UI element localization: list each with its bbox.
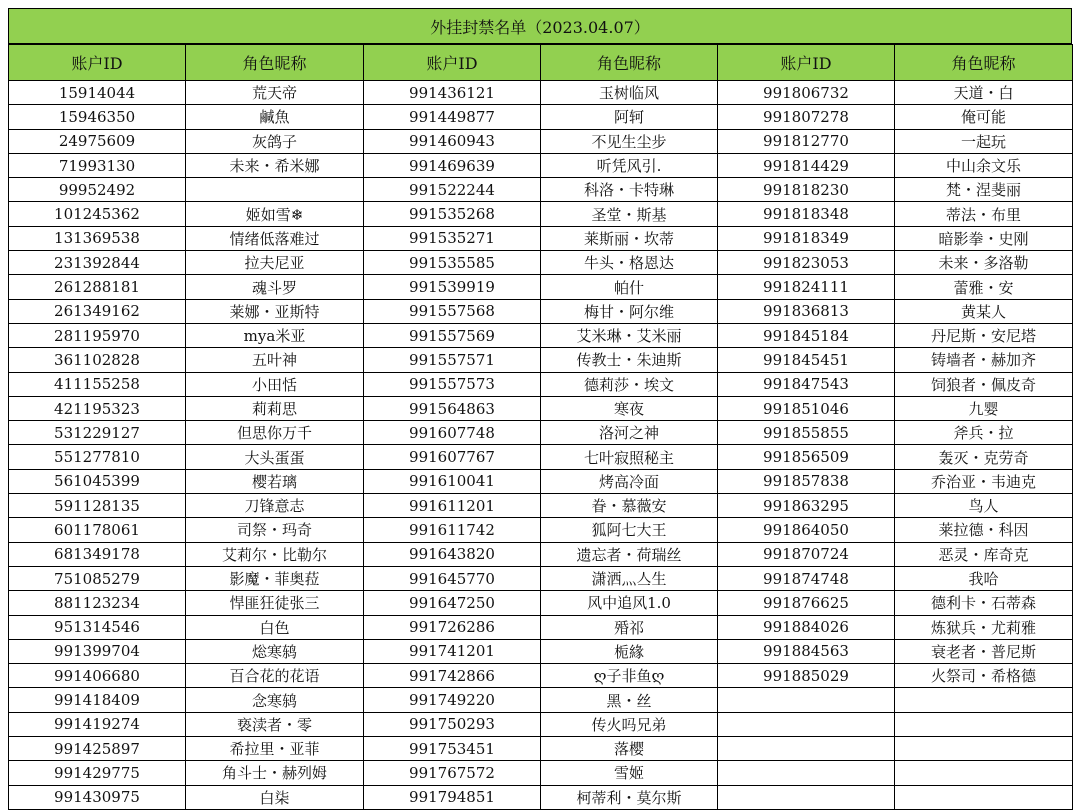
account-id-cell: 991419274	[9, 712, 186, 736]
nickname-cell: 乔治亚・韦迪克	[895, 469, 1073, 493]
account-id-cell: 991864050	[718, 518, 895, 542]
nickname-cell: 俺可能	[895, 105, 1073, 129]
account-id-cell: 951314546	[9, 615, 186, 639]
account-id-cell: 591128135	[9, 494, 186, 518]
account-id-cell: 991647250	[364, 591, 541, 615]
nickname-cell: 科洛・卡特琳	[541, 178, 718, 202]
account-id-cell: 991522244	[364, 178, 541, 202]
account-id-cell: 411155258	[9, 372, 186, 396]
account-id-cell: 991418409	[9, 688, 186, 712]
account-id-cell	[718, 688, 895, 712]
account-id-cell: 991741201	[364, 639, 541, 663]
account-id-cell: 991607767	[364, 445, 541, 469]
table-row	[9, 299, 1073, 323]
table-row	[9, 251, 1073, 275]
account-id-cell: 561045399	[9, 469, 186, 493]
nickname-cell: 莱斯丽・坎蒂	[541, 226, 718, 250]
table-row	[9, 372, 1073, 396]
nickname-cell: 饲狼者・佩皮奇	[895, 372, 1073, 396]
nickname-cell: 拉夫尼亚	[186, 251, 364, 275]
nickname-cell: 九婴	[895, 396, 1073, 420]
account-id-cell: 991856509	[718, 445, 895, 469]
nickname-cell	[186, 178, 364, 202]
account-id-cell: 15946350	[9, 105, 186, 129]
account-id-cell: 991874748	[718, 566, 895, 590]
nickname-cell: 柯蒂利・莫尔斯	[541, 785, 718, 809]
nickname-cell: 中山余文乐	[895, 153, 1073, 177]
nickname-cell: 眷・慕薇安	[541, 494, 718, 518]
account-id-cell	[718, 785, 895, 809]
header-role-nickname: 角色昵称	[186, 45, 364, 81]
table-row	[9, 785, 1073, 809]
nickname-cell: 雪姬	[541, 761, 718, 785]
nickname-cell: 洛河之神	[541, 421, 718, 445]
table-row	[9, 178, 1073, 202]
nickname-cell: 殙祁	[541, 615, 718, 639]
nickname-cell: 鹹魚	[186, 105, 364, 129]
table-row	[9, 664, 1073, 688]
account-id-cell: 991535268	[364, 202, 541, 226]
nickname-cell: 七叶寂照秘主	[541, 445, 718, 469]
account-id-cell: 991824111	[718, 275, 895, 299]
account-id-cell: 991845451	[718, 348, 895, 372]
table-row	[9, 469, 1073, 493]
account-id-cell: 991611201	[364, 494, 541, 518]
table-row	[9, 566, 1073, 590]
account-id-cell: 991885029	[718, 664, 895, 688]
nickname-cell: 艾米琳・艾米丽	[541, 323, 718, 347]
account-id-cell: 601178061	[9, 518, 186, 542]
account-id-cell: 991794851	[364, 785, 541, 809]
nickname-cell: 德利卡・石蒂森	[895, 591, 1073, 615]
nickname-cell: 衰老者・普尼斯	[895, 639, 1073, 663]
account-id-cell: 991557571	[364, 348, 541, 372]
account-id-cell: 991425897	[9, 737, 186, 761]
account-id-cell: 15914044	[9, 81, 186, 105]
account-id-cell: 991610041	[364, 469, 541, 493]
table-row	[9, 518, 1073, 542]
account-id-cell: 991557569	[364, 323, 541, 347]
nickname-cell: 寒夜	[541, 396, 718, 420]
account-id-cell: 991818230	[718, 178, 895, 202]
account-id-cell: 991857838	[718, 469, 895, 493]
nickname-cell: 情绪低落难过	[186, 226, 364, 250]
account-id-cell: 991818348	[718, 202, 895, 226]
nickname-cell: 德莉莎・埃文	[541, 372, 718, 396]
nickname-cell: ღ子非鱼ღ	[541, 664, 718, 688]
account-id-cell: 71993130	[9, 153, 186, 177]
nickname-cell: 但思你万千	[186, 421, 364, 445]
account-id-cell: 551277810	[9, 445, 186, 469]
header-row	[9, 45, 1073, 81]
table-row	[9, 323, 1073, 347]
account-id-cell: 281195970	[9, 323, 186, 347]
account-id-cell: 991557568	[364, 299, 541, 323]
table-row	[9, 761, 1073, 785]
table-row	[9, 542, 1073, 566]
nickname-cell: 黄某人	[895, 299, 1073, 323]
nickname-cell: 莱娜・亚斯特	[186, 299, 364, 323]
account-id-cell: 24975609	[9, 129, 186, 153]
table-row	[9, 445, 1073, 469]
nickname-cell: 梅甘・阿尔维	[541, 299, 718, 323]
nickname-cell: 希拉里・亚菲	[186, 737, 364, 761]
nickname-cell: 栀緣	[541, 639, 718, 663]
account-id-cell: 991436121	[364, 81, 541, 105]
account-id-cell: 991749220	[364, 688, 541, 712]
account-id-cell: 991645770	[364, 566, 541, 590]
account-id-cell: 991611742	[364, 518, 541, 542]
header-role-nickname: 角色昵称	[541, 45, 718, 81]
nickname-cell: 风中追风1.0	[541, 591, 718, 615]
account-id-cell: 991469639	[364, 153, 541, 177]
nickname-cell: 我哈	[895, 566, 1073, 590]
account-id-cell: 991870724	[718, 542, 895, 566]
account-id-cell: 101245362	[9, 202, 186, 226]
nickname-cell: 角斗士・赫列姆	[186, 761, 364, 785]
account-id-cell	[718, 737, 895, 761]
account-id-cell: 991845184	[718, 323, 895, 347]
nickname-cell: 荒天帝	[186, 81, 364, 105]
nickname-cell: 艾莉尔・比勒尔	[186, 542, 364, 566]
nickname-cell: 蒂法・布里	[895, 202, 1073, 226]
table-row	[9, 202, 1073, 226]
nickname-cell: 白色	[186, 615, 364, 639]
nickname-cell	[895, 761, 1073, 785]
account-id-cell: 991847543	[718, 372, 895, 396]
table-row	[9, 591, 1073, 615]
nickname-cell: 莉莉思	[186, 396, 364, 420]
nickname-cell: 樱若璃	[186, 469, 364, 493]
nickname-cell: 影魔・菲奥菈	[186, 566, 364, 590]
table-row	[9, 348, 1073, 372]
table-body	[9, 81, 1073, 810]
nickname-cell: 传教士・朱迪斯	[541, 348, 718, 372]
account-id-cell: 991535585	[364, 251, 541, 275]
nickname-cell	[895, 785, 1073, 809]
account-id-cell: 991884026	[718, 615, 895, 639]
account-id-cell: 751085279	[9, 566, 186, 590]
nickname-cell: 圣堂・斯基	[541, 202, 718, 226]
nickname-cell: 五叶神	[186, 348, 364, 372]
account-id-cell: 991806732	[718, 81, 895, 105]
account-id-cell: 991607748	[364, 421, 541, 445]
account-id-cell: 991449877	[364, 105, 541, 129]
nickname-cell: 牛头・格恩达	[541, 251, 718, 275]
account-id-cell: 991807278	[718, 105, 895, 129]
table-row	[9, 396, 1073, 420]
account-id-cell: 421195323	[9, 396, 186, 420]
nickname-cell: 魂斗罗	[186, 275, 364, 299]
nickname-cell: 传火吗兄弟	[541, 712, 718, 736]
nickname-cell: 暗影拳・史刚	[895, 226, 1073, 250]
table-row	[9, 421, 1073, 445]
account-id-cell	[718, 712, 895, 736]
nickname-cell: 玉树临风	[541, 81, 718, 105]
nickname-cell: 轰灭・克劳奇	[895, 445, 1073, 469]
nickname-cell: 落樱	[541, 737, 718, 761]
nickname-cell: 听凭风引.	[541, 153, 718, 177]
account-id-cell: 681349178	[9, 542, 186, 566]
nickname-cell: 炼狱兵・尤莉雅	[895, 615, 1073, 639]
account-id-cell: 991851046	[718, 396, 895, 420]
account-id-cell: 991884563	[718, 639, 895, 663]
account-id-cell: 99952492	[9, 178, 186, 202]
nickname-cell: 念寒鸫	[186, 688, 364, 712]
account-id-cell: 991643820	[364, 542, 541, 566]
table-row	[9, 688, 1073, 712]
account-id-cell: 261288181	[9, 275, 186, 299]
account-id-cell: 991399704	[9, 639, 186, 663]
nickname-cell	[895, 688, 1073, 712]
nickname-cell: 帕什	[541, 275, 718, 299]
nickname-cell: 遗忘者・荷瑞丝	[541, 542, 718, 566]
nickname-cell: 狐阿七大王	[541, 518, 718, 542]
sheet-title: 外挂封禁名单（2023.04.07）	[8, 8, 1072, 44]
table-row	[9, 105, 1073, 129]
account-id-cell: 991429775	[9, 761, 186, 785]
nickname-cell: 天道・白	[895, 81, 1073, 105]
table-row	[9, 275, 1073, 299]
nickname-cell	[895, 712, 1073, 736]
nickname-cell: 莱拉德・科因	[895, 518, 1073, 542]
account-id-cell: 991430975	[9, 785, 186, 809]
table-row	[9, 129, 1073, 153]
ban-list-sheet	[8, 8, 1072, 810]
header-account-id: 账户ID	[364, 45, 541, 81]
nickname-cell: 百合花的花语	[186, 664, 364, 688]
header-role-nickname: 角色昵称	[895, 45, 1073, 81]
account-id-cell: 991753451	[364, 737, 541, 761]
table-row	[9, 737, 1073, 761]
nickname-cell: 梵・涅斐丽	[895, 178, 1073, 202]
nickname-cell: 大头蛋蛋	[186, 445, 364, 469]
account-id-cell: 991767572	[364, 761, 541, 785]
nickname-cell: 斧兵・拉	[895, 421, 1073, 445]
nickname-cell: 蕾雅・安	[895, 275, 1073, 299]
account-id-cell: 991863295	[718, 494, 895, 518]
nickname-cell: 黑・丝	[541, 688, 718, 712]
nickname-cell: 未来・希米娜	[186, 153, 364, 177]
nickname-cell: 鸟人	[895, 494, 1073, 518]
account-id-cell: 991855855	[718, 421, 895, 445]
table-row	[9, 226, 1073, 250]
account-id-cell: 991750293	[364, 712, 541, 736]
account-id-cell: 991812770	[718, 129, 895, 153]
nickname-cell: 丹尼斯・安尼塔	[895, 323, 1073, 347]
nickname-cell: 亵渎者・零	[186, 712, 364, 736]
nickname-cell: 潇洒灬亼生	[541, 566, 718, 590]
account-id-cell: 131369538	[9, 226, 186, 250]
nickname-cell: 焧寒鸫	[186, 639, 364, 663]
table-row	[9, 81, 1073, 105]
account-id-cell: 991823053	[718, 251, 895, 275]
nickname-cell: 小田恬	[186, 372, 364, 396]
nickname-cell: 一起玩	[895, 129, 1073, 153]
account-id-cell: 991564863	[364, 396, 541, 420]
account-id-cell: 231392844	[9, 251, 186, 275]
nickname-cell: 恶灵・库奇克	[895, 542, 1073, 566]
table-row	[9, 639, 1073, 663]
account-id-cell: 991406680	[9, 664, 186, 688]
account-id-cell: 991539919	[364, 275, 541, 299]
nickname-cell: 姬如雪❄	[186, 202, 364, 226]
header-account-id: 账户ID	[718, 45, 895, 81]
nickname-cell: 悍匪狂徒张三	[186, 591, 364, 615]
account-id-cell: 991876625	[718, 591, 895, 615]
nickname-cell: 司祭・玛奇	[186, 518, 364, 542]
nickname-cell: 刀锋意志	[186, 494, 364, 518]
account-id-cell: 991836813	[718, 299, 895, 323]
account-id-cell: 991742866	[364, 664, 541, 688]
header-account-id: 账户ID	[9, 45, 186, 81]
nickname-cell	[895, 737, 1073, 761]
nickname-cell: 火祭司・希格德	[895, 664, 1073, 688]
account-id-cell: 991726286	[364, 615, 541, 639]
table-row	[9, 153, 1073, 177]
nickname-cell: 烤高冷面	[541, 469, 718, 493]
account-id-cell: 991460943	[364, 129, 541, 153]
account-id-cell: 991535271	[364, 226, 541, 250]
nickname-cell: 阿轲	[541, 105, 718, 129]
nickname-cell: mya米亚	[186, 323, 364, 347]
account-id-cell: 881123234	[9, 591, 186, 615]
table-row	[9, 615, 1073, 639]
table-row	[9, 712, 1073, 736]
account-id-cell: 991557573	[364, 372, 541, 396]
account-id-cell: 361102828	[9, 348, 186, 372]
ban-list-table	[8, 44, 1073, 810]
account-id-cell: 261349162	[9, 299, 186, 323]
nickname-cell: 未来・多洛勒	[895, 251, 1073, 275]
account-id-cell: 991814429	[718, 153, 895, 177]
nickname-cell: 不见生尘步	[541, 129, 718, 153]
nickname-cell: 白柒	[186, 785, 364, 809]
account-id-cell	[718, 761, 895, 785]
table-row	[9, 494, 1073, 518]
nickname-cell: 铸墙者・赫加齐	[895, 348, 1073, 372]
account-id-cell: 991818349	[718, 226, 895, 250]
account-id-cell: 531229127	[9, 421, 186, 445]
nickname-cell: 灰鸽子	[186, 129, 364, 153]
